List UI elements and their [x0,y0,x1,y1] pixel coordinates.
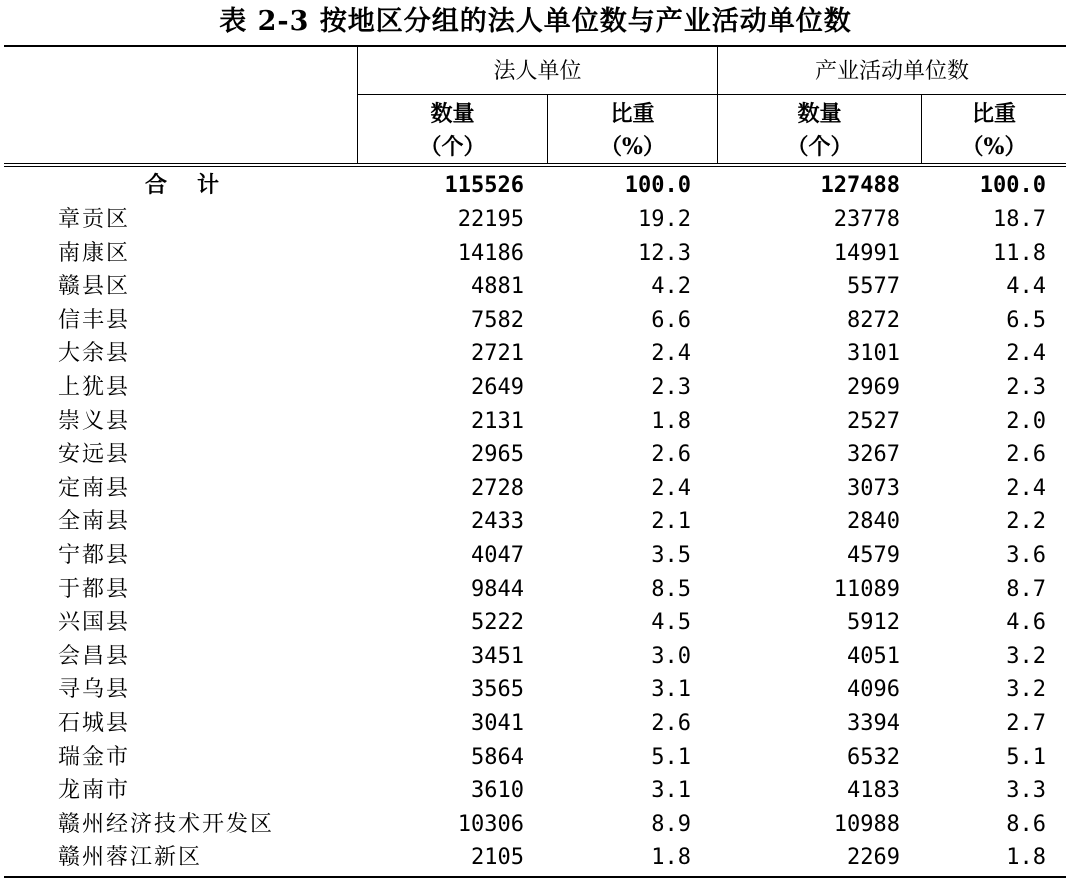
legal-share: 1.8 [651,408,691,434]
legal-share: 3.1 [651,778,691,804]
legal-share: 1.8 [651,845,691,871]
total-row [0,169,1071,203]
activity-share: 4.4 [1006,274,1046,300]
activity-count: 8272 [847,307,900,333]
activity-count: 3073 [847,475,900,501]
activity-count: 4096 [847,677,900,703]
header-share-label: 比重 [610,101,655,127]
legal-share: 2.6 [651,711,691,736]
header-activity-share [922,98,1066,164]
table-row [0,841,1071,875]
header-activity-units: 产业活动单位数 [814,59,969,84]
activity-share: 11.8 [993,240,1046,266]
activity-share: 2.2 [1006,509,1046,535]
legal-count: 5222 [471,610,524,636]
legal-share: 4.2 [651,274,691,300]
legal-share: 3.0 [651,643,691,669]
row-name: 于都县 [58,576,131,602]
activity-count: 2269 [847,845,900,871]
table-row [0,573,1071,607]
row-name: 龙南市 [58,778,131,804]
legal-share: 100.0 [624,173,691,198]
table-row [0,539,1071,573]
activity-share: 2.4 [1006,341,1046,367]
activity-share: 5.1 [1006,744,1046,770]
table-row [0,606,1071,640]
activity-count: 3101 [847,341,900,367]
legal-share: 3.1 [651,677,691,703]
activity-count: 10988 [833,811,900,837]
row-name: 赣州经济技术开发区 [58,811,275,837]
legal-count: 10306 [457,811,524,837]
activity-share: 6.5 [1006,307,1046,333]
activity-count: 5912 [847,610,900,636]
table-row [0,472,1071,506]
legal-share: 8.9 [651,811,691,837]
legal-count: 2649 [471,375,524,400]
activity-share: 100.0 [979,173,1046,198]
legal-count: 4881 [471,274,524,300]
activity-count: 14991 [833,240,900,266]
activity-share: 2.6 [1006,442,1046,468]
header-bottom-rule-2 [4,166,1066,167]
header-share-label: 比重 [971,101,1016,127]
legal-share: 8.5 [651,576,691,602]
table-row [0,270,1071,304]
legal-count: 5864 [471,744,524,770]
table-row [0,438,1071,472]
row-name: 上犹县 [58,375,131,400]
header-group-rule [357,94,1066,95]
activity-share: 3.6 [1006,543,1046,568]
row-name: 定南县 [58,475,131,501]
legal-share: 2.6 [651,442,691,468]
header-legal-share [548,98,717,164]
legal-count: 3565 [471,677,524,703]
row-name: 崇义县 [58,408,131,434]
activity-share: 3.2 [1006,677,1046,703]
header-legal-count [358,98,547,164]
legal-count: 2728 [471,475,524,501]
row-name: 信丰县 [58,307,131,333]
legal-share: 2.1 [651,509,691,535]
legal-share: 19.2 [638,207,691,232]
activity-count: 2969 [847,375,900,400]
activity-count: 4579 [847,543,900,568]
legal-count: 115526 [444,173,524,198]
row-name: 兴国县 [58,610,131,636]
legal-share: 2.4 [651,475,691,501]
header-qty-unit: （个） [786,134,853,160]
row-name: 会昌县 [58,643,131,669]
header-share-unit: （%） [600,134,665,160]
header-legal-units: 法人单位 [493,59,582,84]
legal-share: 3.5 [651,543,691,568]
activity-share: 18.7 [993,207,1046,232]
row-name: 安远县 [58,442,131,468]
activity-share: 8.7 [1006,576,1046,602]
activity-count: 5577 [847,274,900,300]
legal-share: 12.3 [638,240,691,266]
activity-count: 4183 [847,778,900,804]
activity-count: 127488 [820,173,900,198]
activity-count: 3394 [847,711,900,736]
activity-share: 3.2 [1006,643,1046,669]
header-share-unit: （%） [961,134,1027,160]
top-rule [4,45,1066,47]
legal-count: 2131 [471,408,524,434]
header-qty-label: 数量 [797,101,842,127]
activity-count: 6532 [847,744,900,770]
row-name: 赣州蓉江新区 [58,845,203,871]
table-row [0,304,1071,338]
activity-count: 11089 [833,576,900,602]
legal-share: 2.4 [651,341,691,367]
table-row [0,808,1071,842]
legal-count: 3041 [471,711,524,736]
legal-count: 2965 [471,442,524,468]
activity-share: 3.3 [1006,778,1046,804]
legal-count: 7582 [471,307,524,333]
activity-share: 4.6 [1006,610,1046,636]
legal-share: 4.5 [651,610,691,636]
legal-count: 2721 [471,341,524,367]
row-name: 赣县区 [58,274,131,300]
activity-count: 3267 [847,442,900,468]
activity-count: 2840 [847,509,900,535]
legal-count: 9844 [471,576,524,602]
activity-count: 23778 [833,207,900,232]
legal-count: 2105 [471,845,524,871]
header-activity-count [718,98,921,164]
table-row [0,774,1071,808]
table-row [0,337,1071,371]
legal-share: 2.3 [651,375,691,400]
table-row [0,707,1071,741]
table-row [0,203,1071,237]
row-name: 大余县 [58,341,131,367]
row-name: 宁都县 [58,543,131,568]
legal-count: 3451 [471,643,524,669]
row-name: 全南县 [58,509,131,535]
activity-share: 2.7 [1006,711,1046,736]
table-row [0,640,1071,674]
legal-share: 5.1 [651,744,691,770]
table-row [0,237,1071,271]
legal-count: 2433 [471,509,524,535]
row-name: 南康区 [58,240,131,266]
table-row [0,505,1071,539]
activity-share: 8.6 [1006,811,1046,837]
table-row [0,371,1071,405]
legal-count: 3610 [471,778,524,804]
bottom-rule [4,876,1066,878]
legal-count: 4047 [471,543,524,568]
legal-share: 6.6 [651,307,691,333]
row-name: 章贡区 [58,207,131,232]
header-qty-label: 数量 [430,101,475,127]
row-name: 寻乌县 [58,677,131,703]
row-name: 瑞金市 [58,744,131,770]
activity-share: 1.8 [1006,845,1046,871]
activity-count: 4051 [847,643,900,669]
activity-share: 2.4 [1006,475,1046,501]
activity-share: 2.3 [1006,375,1046,400]
table-row [0,741,1071,775]
table-row [0,405,1071,439]
legal-count: 22195 [457,207,524,232]
table-title: 表 2-3 按地区分组的法人单位数与产业活动单位数 [219,6,852,37]
activity-share: 2.0 [1006,408,1046,434]
legal-count: 14186 [457,240,524,266]
table-row [0,673,1071,707]
row-name: 石城县 [58,711,131,736]
activity-count: 2527 [847,408,900,434]
header-qty-unit: （个） [419,134,486,160]
row-name: 合计 [145,172,250,198]
